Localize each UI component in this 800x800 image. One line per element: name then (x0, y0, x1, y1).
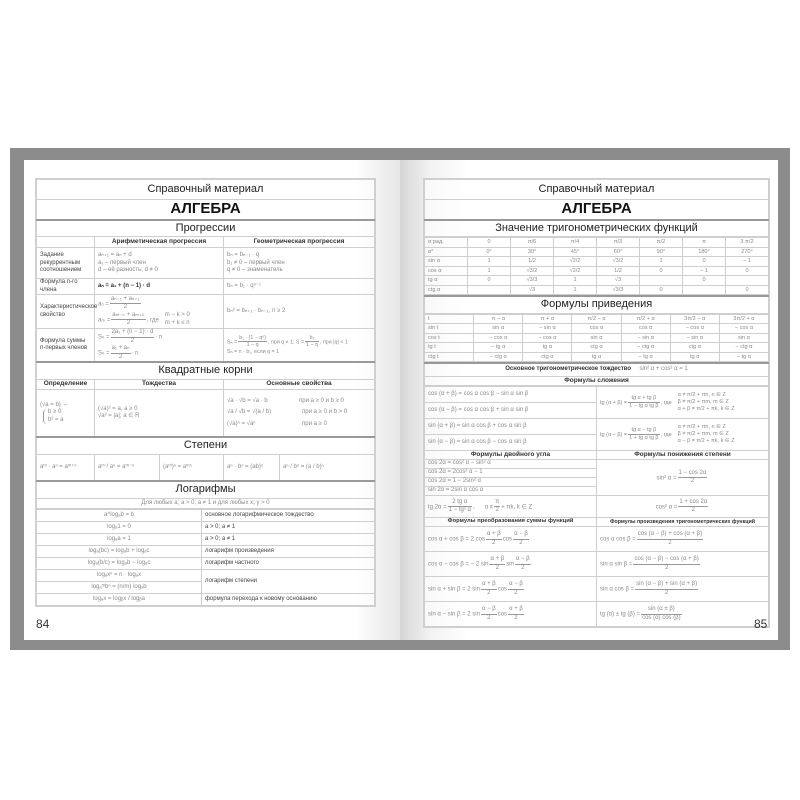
text: cos α − cos β = − 2 sin (428, 561, 489, 568)
text: 2 (519, 539, 523, 546)
reduction-table (424, 314, 769, 363)
text: a > 0; a ≠ 1 (202, 521, 375, 533)
text: √a · √b = √a · b (227, 397, 268, 404)
text: 1 (554, 276, 597, 286)
text: tg α (523, 343, 572, 353)
text: π (683, 238, 726, 248)
text: sin α sin β = (600, 561, 633, 568)
table-row (37, 521, 375, 533)
text: sin (α ± β) (641, 606, 682, 615)
text: 2 (126, 320, 131, 327)
text: − cos α (523, 333, 572, 343)
text: cos (α) cos (β) (642, 614, 681, 621)
text: 0 (640, 285, 683, 295)
text: sin α (474, 324, 523, 334)
text: 0 (468, 276, 511, 286)
text: α − β (481, 606, 497, 615)
text: − sin α (670, 333, 719, 343)
page-number: 85 (754, 617, 768, 631)
text: ctg α (670, 343, 719, 353)
text: 2 (118, 353, 123, 360)
page-header: Справочный материал (37, 180, 375, 200)
text: 90° (640, 247, 683, 257)
text: 0° (468, 247, 511, 257)
text: sin (α + β) = sin α cos β + cos α sin β (425, 418, 597, 434)
text: 0 (468, 238, 511, 248)
text: 3π/2 − α (670, 314, 719, 324)
table-row (37, 279, 375, 295)
text: aₘ = (98, 317, 111, 324)
text: Основные свойства (224, 379, 375, 389)
text: α + β (508, 606, 524, 615)
text: − tg α (474, 343, 523, 353)
table-row (37, 557, 375, 569)
text: cos (α + β) = cos α cos β − sin α sin β (425, 386, 597, 402)
text: a₁ + aₙ (111, 345, 131, 354)
text: aⁿ · bⁿ = (ab)ⁿ (224, 454, 280, 481)
brace-icon (43, 409, 64, 424)
text: tg t (425, 343, 474, 353)
text: при a ≥ 0 и b ≥ 0 (299, 397, 344, 404)
text: α + β (481, 581, 497, 590)
text: 1/2 (511, 257, 554, 267)
text: α ≠ π/2 + πn, n ∈ Z (677, 424, 726, 431)
text: ctg α (523, 352, 572, 362)
text: β ≠ π/2 + πm, m ∈ Z (677, 398, 729, 405)
text: − ctg α (621, 343, 670, 353)
text: логарифм степени (202, 569, 375, 593)
text: 2 (668, 539, 672, 546)
text: Основное тригонометрическое тождество (505, 366, 632, 373)
text: при a ≥ 0 (302, 420, 327, 427)
section-progressions: Прогрессии (37, 220, 375, 237)
text: bₙ² = bₙ₊₁ · bₙ₋₁, n ≥ 2 (224, 295, 375, 329)
text: cos α (621, 324, 670, 334)
text: √a² = |a|; a ∈ R (98, 413, 140, 419)
text: Sₙ = (98, 334, 110, 341)
text: (√a = b) ⇔ (40, 401, 69, 408)
text: logₐ(bc) = logₐb + logₐc (37, 545, 202, 557)
text: cos α (572, 324, 621, 334)
text: 2 (514, 614, 518, 621)
text: d – её разность; d ≠ 0 (98, 267, 158, 273)
text: cos 2α = 1 − 2sin² α (425, 478, 597, 487)
text: − cos α (474, 333, 523, 343)
text: aₘ₋ₖ + aₘ₊ₖ (111, 312, 145, 321)
section-reduction: Формулы приведения (425, 296, 769, 313)
text: 2 (487, 614, 491, 621)
text: 2 (514, 589, 518, 596)
text: 30° (511, 247, 554, 257)
text: aₙ₋₁ + aₙ₊₁ (110, 296, 141, 305)
text: tg 2α = (428, 504, 447, 511)
text: cos (502, 536, 513, 543)
text: tg α − tg β (628, 427, 659, 435)
text: 0 (726, 285, 769, 295)
col-arithmetic: Арифметическая прогрессия (95, 237, 224, 248)
text: sin (α − β) + sin (α + β) (635, 581, 698, 590)
text: aⁿ / bⁿ = (a / b)ⁿ (280, 454, 375, 481)
text: logₐᵐbⁿ = (n/m) logₐb (37, 581, 202, 593)
trig-values-table (424, 237, 769, 295)
text: Для любых a; a > 0; a ≠ 1 и для любых x; y > 0 (37, 498, 375, 508)
text: 2 (130, 337, 135, 344)
section-power-lowering: Формулы понижения степени (597, 450, 769, 459)
text: 2a₁ + (n − 1) · d (111, 329, 155, 338)
text: 2 (495, 564, 499, 571)
text: α + β (486, 531, 502, 540)
text: cos (α − β) + cos (α + β) (637, 531, 703, 540)
text: , где (660, 399, 672, 406)
text: α + β ≠ π/2 + πk, k ∈ Z (677, 405, 735, 412)
text: tg (α − β) = (600, 431, 628, 438)
text: tg α (425, 276, 468, 286)
text: cos α cos β = (600, 536, 636, 543)
text: 60° (597, 247, 640, 257)
text: bₙ = b₁ · qⁿ⁻¹ (224, 279, 375, 295)
text: √3 (597, 276, 640, 286)
text: b ≥ 0 (48, 409, 62, 416)
text: Задание рекуррентным соотношением (37, 248, 95, 279)
text: · n (155, 334, 163, 341)
text: Формула суммы n-первых членов (37, 329, 95, 363)
text: cos (α − β) = cos α cos β + sin α sin β (425, 402, 597, 418)
text: √3/2 (511, 266, 554, 276)
text: bₙ = bₙ₋₁ · q (227, 252, 260, 258)
text: π − α (474, 314, 523, 324)
text: Формула n-го члена (37, 279, 95, 295)
text: 270° (726, 247, 769, 257)
section-double-angle: Формулы двойного угла (425, 450, 597, 459)
text: sin α (572, 333, 621, 343)
text: logₐ(b/c) = logₐb − logₐc (37, 557, 202, 569)
table-row (37, 454, 375, 481)
text (468, 285, 511, 295)
text: Sₙ = n · b₁, если q = 1 (227, 349, 280, 356)
text: 0 (726, 266, 769, 276)
text: 1 (554, 285, 597, 295)
table-row (37, 509, 375, 521)
text: 3π/2 + α (719, 314, 768, 324)
table-row (425, 333, 769, 343)
text: cos (497, 586, 508, 593)
text: логарифм произведения (202, 545, 375, 557)
text: 45° (554, 247, 597, 257)
text: 1/2 (597, 266, 640, 276)
text: 2 tg α (448, 499, 472, 508)
text: t (425, 314, 474, 324)
text: √2/2 (554, 257, 597, 267)
table-row (425, 266, 769, 276)
text: β ≠ π/2 + πm, m ∈ Z (677, 430, 729, 437)
table-row (37, 593, 375, 605)
subject-title: АЛГЕБРА (37, 200, 375, 220)
text: logₐa = 1 (37, 533, 202, 545)
text: logₐ1 = 0 (37, 521, 202, 533)
text: tg α (572, 352, 621, 362)
text: α ≠ π/2 + πn, n ∈ Z (677, 392, 726, 399)
text: 2 (521, 564, 525, 571)
text: α − β (515, 556, 531, 565)
text: − cos α (719, 324, 768, 334)
text: 1 − q (246, 342, 259, 349)
text: − ctg α (719, 343, 768, 353)
text: π/2 (640, 238, 683, 248)
text: √3/2 (597, 257, 640, 267)
text: b₁ ≠ 0 – первый член (227, 259, 285, 266)
text: cos (α − β) − cos (α + β) (633, 556, 699, 565)
subject-title: АЛГЕБРА (425, 200, 769, 220)
table-row (37, 545, 375, 557)
table-row (425, 257, 769, 267)
text: sin 2α = 2sin α cos α (425, 487, 597, 496)
text: aₙ = (98, 301, 109, 308)
table-row (37, 329, 375, 363)
text: sin (506, 561, 514, 568)
text: cos (497, 611, 508, 618)
text: √3/3 (597, 285, 640, 295)
text: α − β (513, 531, 529, 540)
text: 1 + cos 2α (678, 499, 708, 508)
text: π + α (523, 314, 572, 324)
text: Sₙ = (227, 339, 238, 346)
text: · n (131, 350, 139, 357)
table-row (425, 238, 769, 248)
text: π/2 + α (621, 314, 670, 324)
table-row (425, 314, 769, 324)
text: 2 (492, 539, 496, 546)
table-row (425, 602, 769, 627)
text: − 1 (726, 257, 769, 267)
text: − 1 (683, 266, 726, 276)
text: − tg α (719, 352, 768, 362)
text: tg (α) ± tg (β) = (600, 611, 641, 618)
text: a₁ – первый член (98, 259, 146, 266)
text: logₐxⁿ = n · logₐx (37, 569, 202, 581)
table-row (425, 577, 769, 602)
table-row (425, 324, 769, 334)
text: α° (425, 247, 468, 257)
text: ctg t (425, 352, 474, 362)
text: 2 (487, 589, 491, 596)
text: π/2 − α (572, 314, 621, 324)
text: aᵐ · aⁿ = aᵐ⁺ⁿ (37, 454, 95, 481)
text: − sin α (621, 333, 670, 343)
text: sin α cos β = (600, 586, 635, 593)
text: Определение (37, 379, 95, 389)
text: tg α + tg β (628, 395, 659, 403)
text: 3 π/2 (726, 238, 769, 248)
text: 180° (683, 247, 726, 257)
text: Характеристическое свойство (37, 295, 95, 329)
text: − ctg α (474, 352, 523, 362)
text: , при |q| < 1 (319, 339, 348, 346)
text (726, 276, 769, 286)
text: √a / √b = √(a / b) (227, 409, 272, 416)
text: 1 − cos 2α (678, 470, 708, 479)
text: при a ≥ 0 и b > 0 (302, 409, 348, 416)
text: cos t (425, 333, 474, 343)
page-number: 84 (36, 617, 50, 631)
section-powers: Степени (37, 437, 375, 454)
text: логарифм частного (202, 557, 375, 569)
text: 1 (640, 257, 683, 267)
text: sin² α + cos² α = 1 (639, 366, 688, 373)
text: (aᵐ)ⁿ = aᵐⁿ (160, 454, 224, 481)
text: π/6 (511, 238, 554, 248)
section-square-roots: Квадратные корни (37, 362, 375, 379)
algebra-reference-right (423, 178, 770, 628)
section-sum-to-product: Формулы преобразования суммы функций (425, 518, 597, 527)
text: 2 (123, 304, 127, 311)
table-row (425, 285, 769, 295)
text: √2/2 (554, 266, 597, 276)
page-header: Справочный материал (425, 180, 769, 200)
text: sin α − sin β = 2 sin (428, 611, 480, 618)
table-row (37, 389, 375, 437)
table-row (425, 343, 769, 353)
section-trig-values: Значение тригонометрических функций (425, 220, 769, 237)
text: cos α (425, 266, 468, 276)
text: sin t (425, 324, 474, 334)
text: 1 (468, 257, 511, 267)
text: tg α (670, 352, 719, 362)
table-row (425, 276, 769, 286)
text: sin² α = (656, 475, 677, 482)
text: − cos α (670, 324, 719, 334)
text: , где (146, 317, 159, 324)
text: cos 2α = 2cos² α − 1 (425, 469, 597, 478)
text: 1 (468, 266, 511, 276)
algebra-reference-left (35, 178, 376, 607)
text: logₐx = logᵦx / logᵦa (37, 593, 202, 605)
text: π/4 (554, 238, 597, 248)
text: b₁ · (1 − qⁿ) (239, 334, 267, 341)
text: + πk, k ∈ Z (501, 504, 533, 511)
text: основное логарифмическое тождество (202, 509, 375, 521)
text: 1 − tg α tg β (629, 402, 659, 409)
text: 1 − tg² α (448, 507, 471, 513)
text: Sₙ = (98, 350, 110, 357)
text: cos² α = (655, 504, 678, 511)
text: − sin α (523, 324, 572, 334)
text: , где (660, 431, 672, 438)
text: m + k ≤ n (164, 319, 190, 326)
text: формула перехода к новому основанию (202, 593, 375, 605)
text: α + β (489, 556, 505, 565)
text: Тождества (95, 379, 224, 389)
text: sin α + sin β = 2 sin (428, 586, 480, 593)
text (683, 285, 726, 295)
text: 0 (683, 257, 726, 267)
text: (√a)ⁿ = √aⁿ (227, 420, 256, 427)
text: (√a)² = a, a ≥ 0 (98, 405, 138, 412)
text: tg (α + β) = (600, 399, 628, 406)
text: aₙ = a₁ + (n − 1) · d (95, 279, 224, 295)
text: 2 (690, 478, 695, 484)
text: 2 (495, 507, 499, 513)
section-logarithms: Логарифмы (37, 481, 375, 498)
text: α ≠ (484, 504, 494, 511)
section-product: Формулы произведения тригонометрических функций (597, 518, 769, 527)
text: sin α (719, 333, 768, 343)
text: aᵐ / aⁿ = aᵐ⁻ⁿ (95, 454, 160, 481)
col-geometric: Геометрическая прогрессия (224, 237, 375, 248)
text: a > 0; a ≠ 1 (202, 533, 375, 545)
text: sin (α − β) = sin α cos β − cos α sin β (425, 434, 597, 450)
text: ctg α (425, 285, 468, 295)
text: 2 (664, 564, 669, 571)
text: √3 (511, 285, 554, 295)
text: 1 − q (306, 342, 318, 349)
text: ctg α (572, 343, 621, 353)
text: aₙ₊₁ = aₙ + d (98, 252, 132, 258)
table-row (425, 352, 769, 362)
text: b² = a (48, 416, 64, 423)
text: sin α (425, 257, 468, 267)
text: a^logₐb = b (37, 509, 202, 521)
text: π/3 (597, 238, 640, 248)
text: 0 (640, 266, 683, 276)
text: 0 (683, 276, 726, 286)
table-row (425, 527, 769, 552)
text: cos 2α = cos² α − sin² α (425, 460, 597, 469)
text: 1 + tg α tg β (629, 434, 659, 441)
table-row (37, 248, 375, 279)
text: b₁ (305, 335, 319, 343)
text: q ≠ 0 – знаменатель (227, 267, 283, 273)
text: , (472, 504, 475, 511)
text: α − β ≠ π/2 + πk, k ∈ Z (677, 437, 735, 444)
table-row (37, 295, 375, 329)
text: − tg α (621, 352, 670, 362)
section-addition: Формулы сложения (425, 376, 769, 385)
table-row (425, 552, 769, 577)
text: π (494, 499, 500, 508)
table-row (37, 569, 375, 581)
text: 2 (664, 589, 669, 596)
text: m − k > 0 (164, 312, 190, 319)
table-row (37, 533, 375, 545)
text: cos α + cos β = 2 cos (428, 536, 485, 543)
text: 2 (691, 507, 695, 513)
text: α рад. (425, 238, 468, 248)
text: , при q ≠ 1; S = (268, 339, 305, 346)
text: α − β (508, 581, 524, 590)
table-row (425, 247, 769, 257)
text (640, 276, 683, 286)
text: √3/3 (511, 276, 554, 286)
